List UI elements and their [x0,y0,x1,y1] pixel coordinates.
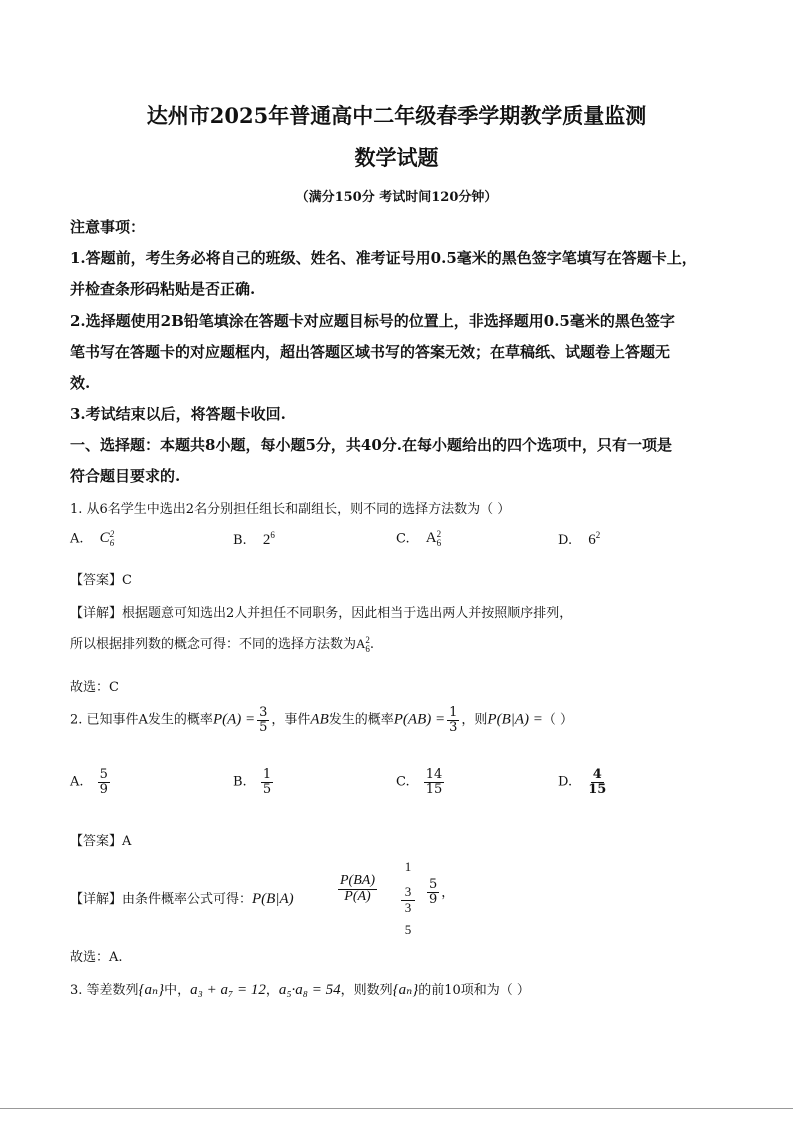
math-sub: 6 [436,538,442,548]
frac-den: 3 [449,719,458,735]
math-sup: 2 [109,529,115,539]
q2-stack-bottom: 5 [404,922,412,937]
stem-text: 中， [164,983,191,998]
math-sup: 2 [436,529,442,539]
exam-meta: （满分150分 考试时间120分钟） [295,190,498,205]
frac-num: 3 [259,705,268,720]
q1-answer: 【答案】C [70,573,132,588]
q2-choice: 故选：A. [70,950,123,965]
detail-text: . [369,637,375,652]
note-line: 3.考试结束以后，将答题卡收回. [70,405,286,423]
option-math [263,532,275,548]
note-line: 并检查条形码粘贴是否正确. [70,280,256,298]
stem-text: ，则 [461,712,488,728]
frac-num: 14 [425,767,443,782]
note-line: 效. [70,374,91,392]
option-label: D. [558,774,573,790]
q2-answer: 【答案】A [70,834,132,849]
fraction [427,878,439,906]
frac-num: P(BA) [340,873,375,888]
math-expr: P(B|A) [252,891,294,907]
section-heading: 一、选择题：本题共8小题，每小题5分，共40分.在每小题给出的四个选项中，只有一项是 [70,436,672,454]
fraction [261,768,273,796]
option-label: B. [233,533,247,548]
math-base: 6 [588,532,596,548]
q1-option-c [396,530,441,548]
frac-num: 5 [99,767,108,782]
option-label: B. [233,774,247,790]
frac-den: P(A) [344,888,371,904]
math-expr: a₃ + a₇ = 12 [190,982,266,998]
fraction [257,706,269,734]
stem-text: ， [265,983,279,998]
q1-option-a [70,530,114,548]
q2-option-c [396,768,446,796]
note-line: 1.答题前，考生务必将自己的班级、姓名、准考证号用0.5毫米的黑色签字笔填写在答题卡上， [70,249,697,267]
q2-option-d [558,768,610,796]
detail-math [356,635,370,655]
q2-option-b [233,768,275,796]
math-base: A [425,530,437,547]
q1-option-b [233,530,275,549]
notes-heading: 注意事项： [70,218,146,236]
math-sup: 2 [365,635,370,646]
math-expr: {aₙ} [138,982,165,998]
stem-text: ，事件 [271,712,311,728]
option-label: C. [396,774,410,790]
math-expr: P(B|A) = [487,711,543,728]
q2-stack-num: 3 [401,884,415,901]
option-label: C. [396,531,410,547]
math-base: C [99,530,110,547]
page-title: 达州市2025年普通高中二年级春季学期教学质量监测 [146,103,647,128]
question-2-stem [70,706,573,734]
question-1-stem: 1. 从6名学生中选出2名分别担任组长和副组长，则不同的选择方法数为（ ） [70,502,511,517]
math-sub: 6 [109,538,115,548]
option-label: D. [558,533,573,548]
fraction [424,768,445,796]
q1-option-d [558,530,600,549]
q2-option-a [70,768,112,796]
stem-text: ，则数列 [340,983,393,998]
frac-den: 9 [429,891,438,907]
math-expr: P(AB) = [393,711,446,728]
q1-detail-cont [70,633,374,654]
math-expr: P(A) = [212,711,256,728]
frac-den: 5 [259,719,268,735]
frac-num: 5 [429,877,438,892]
detail-text: ， [441,885,455,901]
detail-text: 【详解】由条件概率公式可得： [70,892,253,907]
note-line: 笔书写在答题卡的对应题框内，超出答题区域书写的答案无效；在草稿纸、试题卷上答题无 [70,343,671,361]
stem-text: 2. 已知事件A发生的概率 [70,712,213,728]
frac-den: 15 [588,781,607,797]
q2-detail-fraction [336,874,379,904]
fraction [586,768,608,796]
option-math [426,530,441,546]
fraction [338,874,377,904]
math-expr: AB [310,711,329,728]
option-math [588,532,600,548]
fraction [447,706,459,734]
frac-num: 4 [592,767,602,782]
q2-stack-top: 1 [404,859,412,874]
math-expr: {aₙ} [392,982,419,998]
section-heading-cont: 符合题目要求的. [70,467,181,485]
q2-detail [70,888,294,908]
math-sup: 6 [270,530,275,540]
frac-num: 1 [262,767,272,782]
frac-den: 9 [99,781,108,797]
stem-text: 发生的概率 [328,712,394,728]
fraction [98,768,110,796]
option-math [100,530,115,546]
detail-text: 所以根据排列数的概念可得：不同的选择方法数为 [70,637,357,652]
page-bottom-rule [0,1108,793,1109]
stem-text: （ ） [542,712,574,728]
stem-text: 3. 等差数列 [70,983,139,998]
math-sub: 6 [365,644,370,655]
math-expr: a₅·a₈ = 54 [278,982,341,998]
q2-detail-result [425,878,454,906]
q1-detail: 【详解】根据题意可知选出2人并担任不同职务，因此相当于选出两人并按照顺序排列， [70,606,573,621]
note-line: 2.选择题使用2B铅笔填涂在答题卡对应题目标号的位置上，非选择题用0.5毫米的黑色签字 [70,312,675,330]
option-label: A. [70,774,84,790]
q2-stack-den: 3 [404,900,412,915]
page-subtitle: 数学试题 [354,145,439,170]
math-base: A [356,636,366,651]
math-sup: 2 [595,530,601,540]
frac-den: 5 [262,781,272,797]
question-3-stem [70,979,530,999]
frac-num: 1 [449,705,458,720]
math-base: 2 [262,532,271,548]
q1-choice: 故选：C [70,680,119,695]
option-label: A. [70,531,84,547]
frac-den: 15 [425,781,443,797]
stem-text: 的前10项和为（ ） [418,983,530,998]
